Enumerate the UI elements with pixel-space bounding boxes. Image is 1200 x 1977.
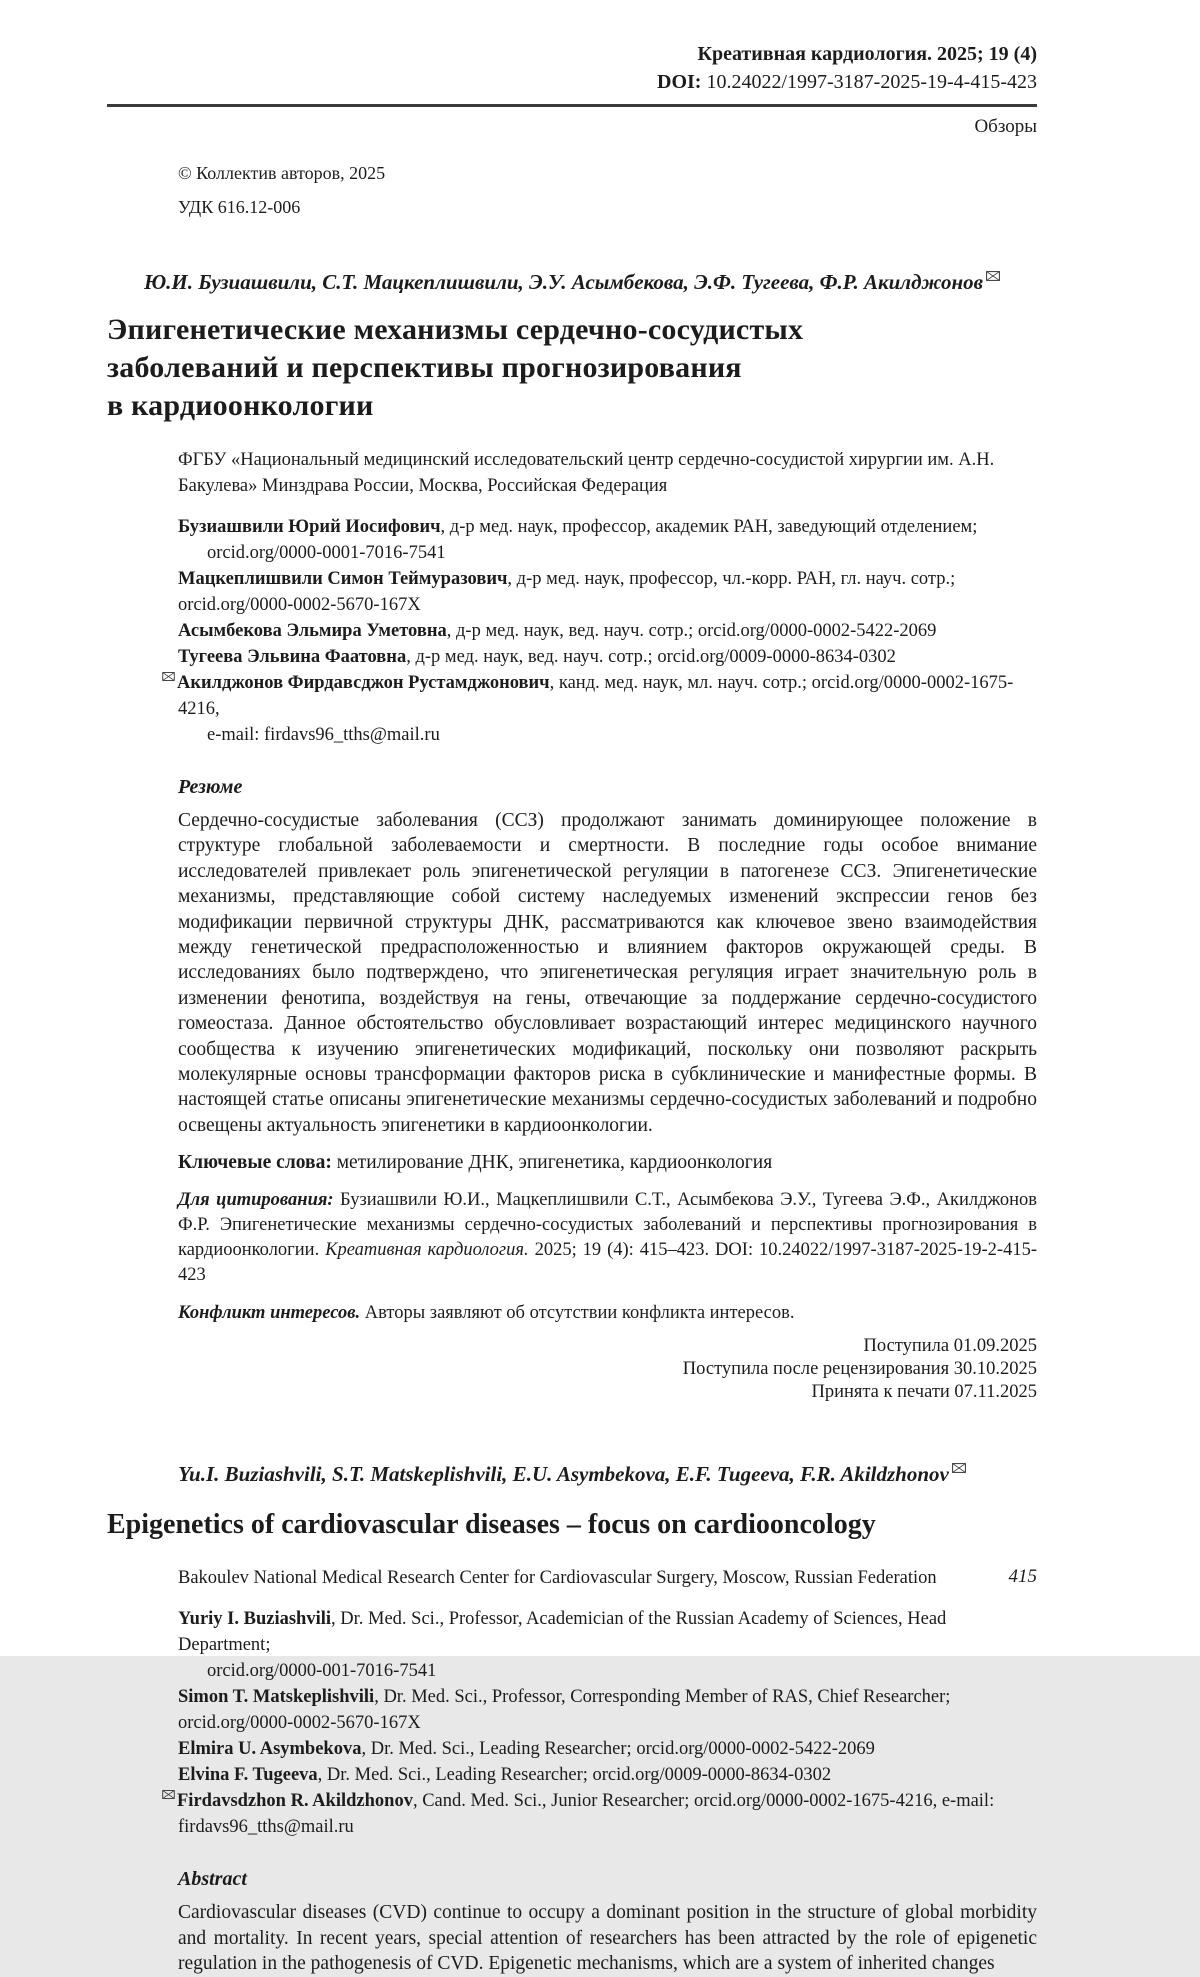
resume-text: Сердечно-сосудистые заболевания (ССЗ) продолжают занимать доминирующее положение в структуре глобальной заболеваемости и смертности. В последние годы особое внимание исследователей привлекает роль эпигенетической регуляции в патогенезе ССЗ. Эпигенетические механизмы, представляющие собой систему наследуемых изменений экспрессии генов без модификации первичной структуры ДНК, рассматриваются как ключевое звено взаимодействия между генетической предрасположенностью и влиянием факторов окружающей среды. В исследованиях было подтверждено, что эпигенетическая регуляция играет значительную роль в изменении фенотипа, воздействуя на гены, отвечающие за поддержание сердечно-сосудистого гомеостаза. Данное обстоятельство обусловливает возрастающий интерес медицинского научного сообщества к изучению эпигенетических модификаций, поскольку они позволяют раскрыть молекулярные основы трансформации факторов риска в субклинические и манифестные формы. В настоящей статье описаны эпигенетические механизмы сердечно-сосудистых заболеваний и подробно освещены актуальность эпигенетики в кардиоонкологии. [178, 810, 1037, 1136]
copyright-line: © Коллектив авторов, 2025 [178, 163, 386, 183]
contributor-details: , канд. мед. наук, мл. науч. сотр.; orcid.org/0000-0002-1675-4216, [178, 673, 1014, 719]
doi-value: 10.24022/1997-3187-2025-19-4-415-423 [706, 71, 1037, 93]
contributor-row [178, 670, 1037, 748]
date-line: Поступила 01.09.2025 [863, 1336, 1037, 1357]
citation-label: Для цитирования: [178, 1190, 334, 1211]
contributor-name: Мацкеплишвили Симон Теймуразович [178, 569, 508, 589]
english-section [107, 1462, 1037, 1976]
contributor-row [178, 1684, 1037, 1736]
citation-text-2: 2025; 19 (4): 415–423. DOI: 10.24022/1997-3187-2025-19-2-415-423 [178, 1240, 1038, 1286]
contributor-details: , д-р мед. наук, вед. науч. сотр.; orcid.org/0000-0002-5422-2069 [446, 621, 937, 641]
affiliation-en: Bakoulev National Medical Research Center for Cardiovascular Surgery, Moscow, Russian Federation [178, 1568, 937, 1589]
section-label: Обзоры [974, 116, 1037, 137]
conflict-label: Конфликт интересов. [178, 1303, 361, 1324]
contributor-row [178, 566, 1037, 618]
authors-text-ru: Ю.И. Бузиашвили, С.Т. Мацкеплишвили, Э.У. Асымбекова, Э.Ф. Тугеева, Ф.Р. Акилджонов [143, 270, 984, 294]
contributor-name: Акилджонов Фирдавсджон Рустамджонович [177, 673, 550, 693]
citation-journal: Креативная кардиология. [325, 1240, 529, 1261]
resume-heading: Резюме [178, 776, 243, 798]
contributor-details: , Dr. Med. Sci., Leading Researcher; orcid.org/0000-0002-5422-2069 [361, 1739, 875, 1760]
contributor-details: , д-р мед. наук, профессор, академик РАН, заведующий отделением; [440, 517, 978, 537]
authors-line-en [107, 1462, 1037, 1487]
authors-text-en: Yu.I. Buziashvili, S.T. Matskeplishvili, E.U. Asymbekova, E.F. Tugeeva, F.R. Akildzhonov [178, 1462, 949, 1487]
contributor-name: Firdavsdzhon R. Akildzhonov [177, 1791, 413, 1812]
contributor-name: Elvina F. Tugeeva [178, 1765, 318, 1786]
doi-label: DOI: [657, 71, 702, 93]
contributor-details-line2: orcid.org/0000-001-7016-7541 [207, 1661, 437, 1682]
contributor-name: Simon T. Matskeplishvili [178, 1687, 375, 1708]
envelope-icon [986, 271, 1000, 281]
date-line: Принята к печати 07.11.2025 [811, 1382, 1037, 1403]
affiliation-ru: ФГБУ «Национальный медицинский исследовательский центр сердечно-сосудистой хирургии им. А.Н. Бакулева» Минздрава России, Москва, Российская Федерация [178, 450, 995, 496]
conflict-line [178, 1301, 1037, 1326]
contributor-name: Тугеева Эльвина Фаатовна [178, 647, 407, 667]
contributor-row [178, 1762, 1037, 1788]
contributor-name: Yuriy I. Buziashvili [178, 1609, 332, 1630]
article-title-ru-line2: заболеваний и перспективы прогнозирования [107, 351, 742, 384]
contributor-details: , Cand. Med. Sci., Junior Researcher; orcid.org/0000-0002-1675-4216, e-mail: firdavs96_tths@mail.ru [178, 1791, 995, 1838]
abstract-text: Cardiovascular diseases (CVD) continue to occupy a dominant position in the structure of global morbidity and mortality. In recent years, special attention of researchers has been attracted by the role of epigenetic regulation in the pathogenesis of CVD. Epigenetic mechanisms, which are a system of inherited changes [178, 1902, 1037, 1975]
envelope-icon [952, 1463, 966, 1473]
article-title-ru-line3: в кардиоонкологии [107, 389, 374, 422]
contributor-details-line2: e-mail: firdavs96_tths@mail.ru [207, 725, 440, 745]
contributor-details: , д-р мед. наук, вед. науч. сотр.; orcid.org/0009-0000-8634-0302 [406, 647, 896, 667]
keywords-text: метилирование ДНК, эпигенетика, кардиоонкология [336, 1152, 773, 1174]
contributor-details: , Dr. Med. Sci., Professor, Corresponding Member of RAS, Chief Researcher; orcid.org/0000-0002-5670-167X [178, 1687, 951, 1734]
article-title-ru-line1: Эпигенетические механизмы сердечно-сосудистых [107, 313, 804, 346]
contributor-details: , д-р мед. наук, профессор, чл.-корр. РАН, гл. науч. сотр.; orcid.org/0000-0002-5670-167X [178, 569, 956, 615]
contributors-ru [178, 514, 1037, 748]
contributor-row [178, 1606, 1037, 1684]
contributor-name: Асымбекова Эльмира Уметовна [178, 621, 447, 641]
contributor-row [178, 1788, 1037, 1840]
article-title-ru [107, 311, 1037, 425]
envelope-icon [162, 1790, 175, 1799]
doi-line [107, 68, 1037, 96]
abstract-heading: Abstract [178, 1868, 247, 1891]
contributor-name: Бузиашвили Юрий Иосифович [178, 517, 441, 537]
contributor-row [178, 514, 1037, 566]
authors-line-ru [107, 270, 1037, 295]
udk-line: УДК 616.12-006 [178, 197, 301, 217]
contributor-details-line2: orcid.org/0000-0001-7016-7541 [207, 543, 446, 563]
dates-block [107, 1335, 1037, 1404]
contributor-details: , Dr. Med. Sci., Leading Researcher; orcid.org/0009-0000-8634-0302 [317, 1765, 832, 1786]
contributor-row [178, 618, 1037, 644]
citation-line [178, 1188, 1037, 1288]
header-rule [107, 104, 1037, 107]
contributor-details: , Dr. Med. Sci., Professor, Academician of the Russian Academy of Sciences, Head Department; [178, 1609, 947, 1656]
envelope-icon [162, 672, 175, 681]
contributor-name: Elmira U. Asymbekova [178, 1739, 362, 1760]
journal-title-line: Креативная кардиология. 2025; 19 (4) [697, 43, 1037, 65]
date-line: Поступила после рецензирования 30.10.2025 [682, 1359, 1037, 1380]
conflict-text: Авторы заявляют об отсутствии конфликта интересов. [364, 1303, 795, 1324]
citation-text-1: Бузиашвили Ю.И., Мацкеплишвили С.Т., Асымбекова Э.У., Тугеева Э.Ф., Акилджонов Ф.Р. Эпигенетические механизмы сердечно-сосудистых заболеваний и перспективы прогнозирования в кардиоонкологии. [178, 1190, 1037, 1261]
keywords-line [178, 1150, 1037, 1175]
contributors-en [178, 1606, 1037, 1840]
keywords-label: Ключевые слова: [178, 1152, 332, 1174]
contributor-row [178, 644, 1037, 670]
article-title-en: Epigenetics of cardiovascular diseases – focus on cardiooncology [107, 1509, 876, 1541]
contributor-row [178, 1736, 1037, 1762]
page-number: 415 [1008, 1566, 1037, 1587]
